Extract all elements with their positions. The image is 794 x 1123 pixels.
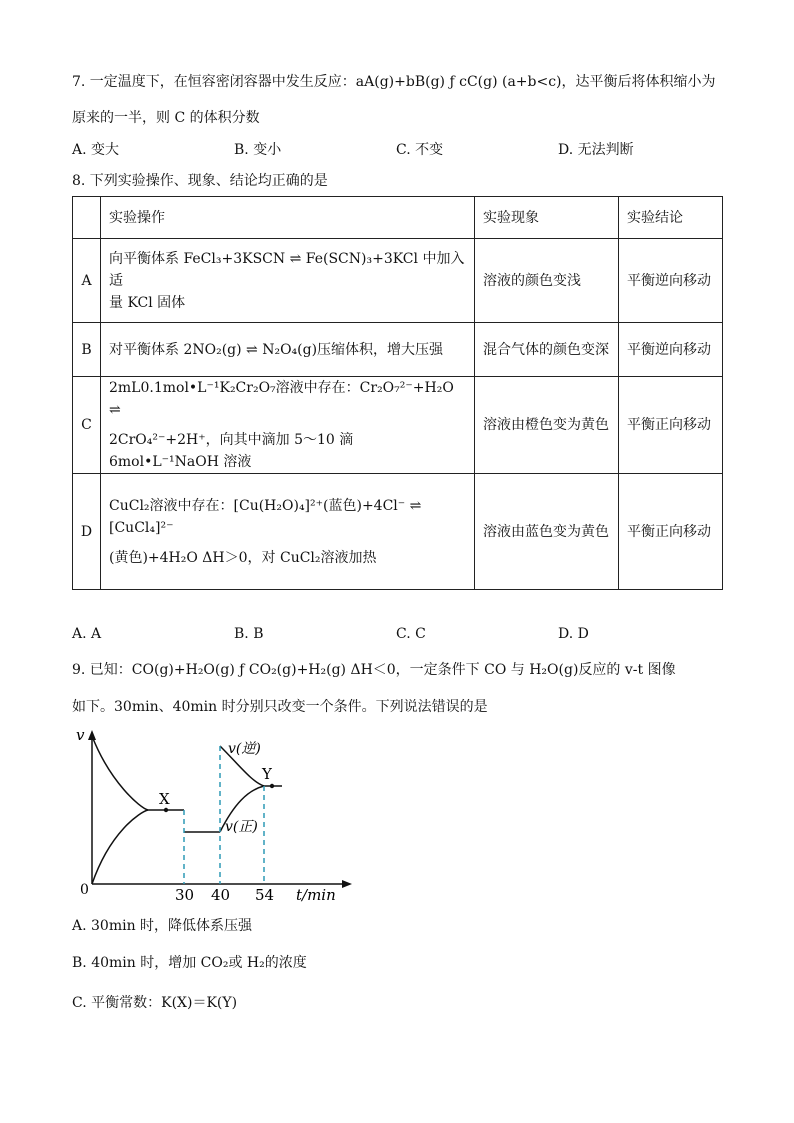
row-phenomenon: 溶液的颜色变浅 xyxy=(475,239,619,323)
q7-option-d[interactable]: D. 无法判断 xyxy=(558,142,634,158)
point-x-label: X xyxy=(159,790,170,808)
experiment-table xyxy=(72,196,723,590)
q9-option-c[interactable]: C. 平衡常数：K(X)＝K(Y) xyxy=(72,995,238,1011)
q7-option-c[interactable]: C. 不变 xyxy=(396,142,444,158)
row-label: B xyxy=(73,323,101,377)
header-operation: 实验操作 xyxy=(101,197,475,239)
table-row xyxy=(73,239,723,323)
y-axis-label: v xyxy=(76,726,85,744)
header-conclusion: 实验结论 xyxy=(619,197,723,239)
table-row xyxy=(73,474,723,590)
y-axis-arrow-icon xyxy=(88,730,96,740)
row-operation xyxy=(101,239,475,323)
q8-option-a[interactable]: A. A xyxy=(72,626,102,642)
x-tick-label: 54 xyxy=(255,886,275,904)
v-reverse-label: v(逆) xyxy=(228,741,261,757)
q7-option-a[interactable]: A. 变大 xyxy=(72,142,120,158)
v-forward-decay-curve xyxy=(92,736,184,810)
row-operation-line1: CuCl₂溶液中存在：[Cu(H₂O)₄]²⁺(蓝色)+4Cl⁻ ⇌ [CuCl₄]²⁻ xyxy=(109,497,422,536)
row-operation-line2: 2CrO₄²⁻+2H⁺，向其中滴加 5～10 滴 6mol•L⁻¹NaOH 溶液 xyxy=(109,432,354,470)
row-operation-line1: 向平衡体系 FeCl₃+3KSCN ⇌ Fe(SCN)₃+3KCl 中加入适 xyxy=(109,250,465,289)
point-y-marker xyxy=(270,784,274,788)
origin-label: 0 xyxy=(80,882,89,898)
header-phenomenon: 实验现象 xyxy=(475,197,619,239)
row-conclusion: 平衡逆向移动 xyxy=(619,239,723,323)
q7-stem-line1: 7. 一定温度下，在恒容密闭容器中发生反应：aA(g)+bB(g) ƒ cC(g) (a+b<c)，达平衡后将体积缩小为 xyxy=(72,74,716,90)
q7-option-b[interactable]: B. 变小 xyxy=(234,142,282,158)
q9-stem-line1: 9. 已知：CO(g)+H₂O(g) ƒ CO₂(g)+H₂(g) ΔH＜0，一定条件下 CO 与 H₂O(g)反应的 v-t 图像 xyxy=(72,662,676,678)
table-row xyxy=(73,323,723,377)
row-label: C xyxy=(73,377,101,474)
row-operation xyxy=(101,377,475,474)
q8-option-b[interactable]: B. B xyxy=(234,626,264,642)
x-tick-label: 40 xyxy=(211,886,231,904)
table-row xyxy=(73,377,723,474)
row-operation-line2: 量 KCl 固体 xyxy=(109,294,186,311)
row-operation xyxy=(101,323,475,377)
table-header-blank xyxy=(73,197,101,239)
v-t-graph xyxy=(70,722,370,906)
row-operation-line2: (黄色)+4H₂O ΔH＞0，对 CuCl₂溶液加热 xyxy=(109,549,377,566)
q9-stem-line2: 如下。30min、40min 时分别只改变一个条件。下列说法错误的是 xyxy=(72,699,488,715)
row-label: A xyxy=(73,239,101,323)
q9-option-a[interactable]: A. 30min 时，降低体系压强 xyxy=(72,918,253,934)
v-forward-label: v(正) xyxy=(225,819,258,835)
x-axis-arrow-icon xyxy=(342,880,352,888)
q7-stem-line2: 原来的一半，则 C 的体积分数 xyxy=(72,110,260,126)
point-x-marker xyxy=(164,808,168,812)
row-phenomenon: 溶液由橙色变为黄色 xyxy=(475,377,619,474)
q9-option-b[interactable]: B. 40min 时，增加 CO₂或 H₂的浓度 xyxy=(72,955,307,971)
q8-option-d[interactable]: D. D xyxy=(558,626,589,642)
row-conclusion: 平衡逆向移动 xyxy=(619,323,723,377)
point-y-label: Y xyxy=(262,765,272,783)
q8-stem: 8. 下列实验操作、现象、结论均正确的是 xyxy=(72,173,328,189)
row-operation-line1: 2mL0.1mol•L⁻¹K₂Cr₂O₇溶液中存在：Cr₂O₇²⁻+H₂O ⇌ xyxy=(109,380,454,418)
row-conclusion: 平衡正向移动 xyxy=(619,474,723,590)
table-header-row xyxy=(73,197,723,239)
row-conclusion: 平衡正向移动 xyxy=(619,377,723,474)
q8-option-c[interactable]: C. C xyxy=(396,626,426,642)
row-label: D xyxy=(73,474,101,590)
row-operation-line1: 对平衡体系 2NO₂(g) ⇌ N₂O₄(g)压缩体积，增大压强 xyxy=(109,341,444,358)
x-tick-label: 30 xyxy=(175,886,195,904)
x-axis-label: t/min xyxy=(296,886,336,904)
v-reverse-rise-curve xyxy=(92,810,148,884)
row-operation xyxy=(101,474,475,590)
row-phenomenon: 溶液由蓝色变为黄色 xyxy=(475,474,619,590)
row-phenomenon: 混合气体的颜色变深 xyxy=(475,323,619,377)
